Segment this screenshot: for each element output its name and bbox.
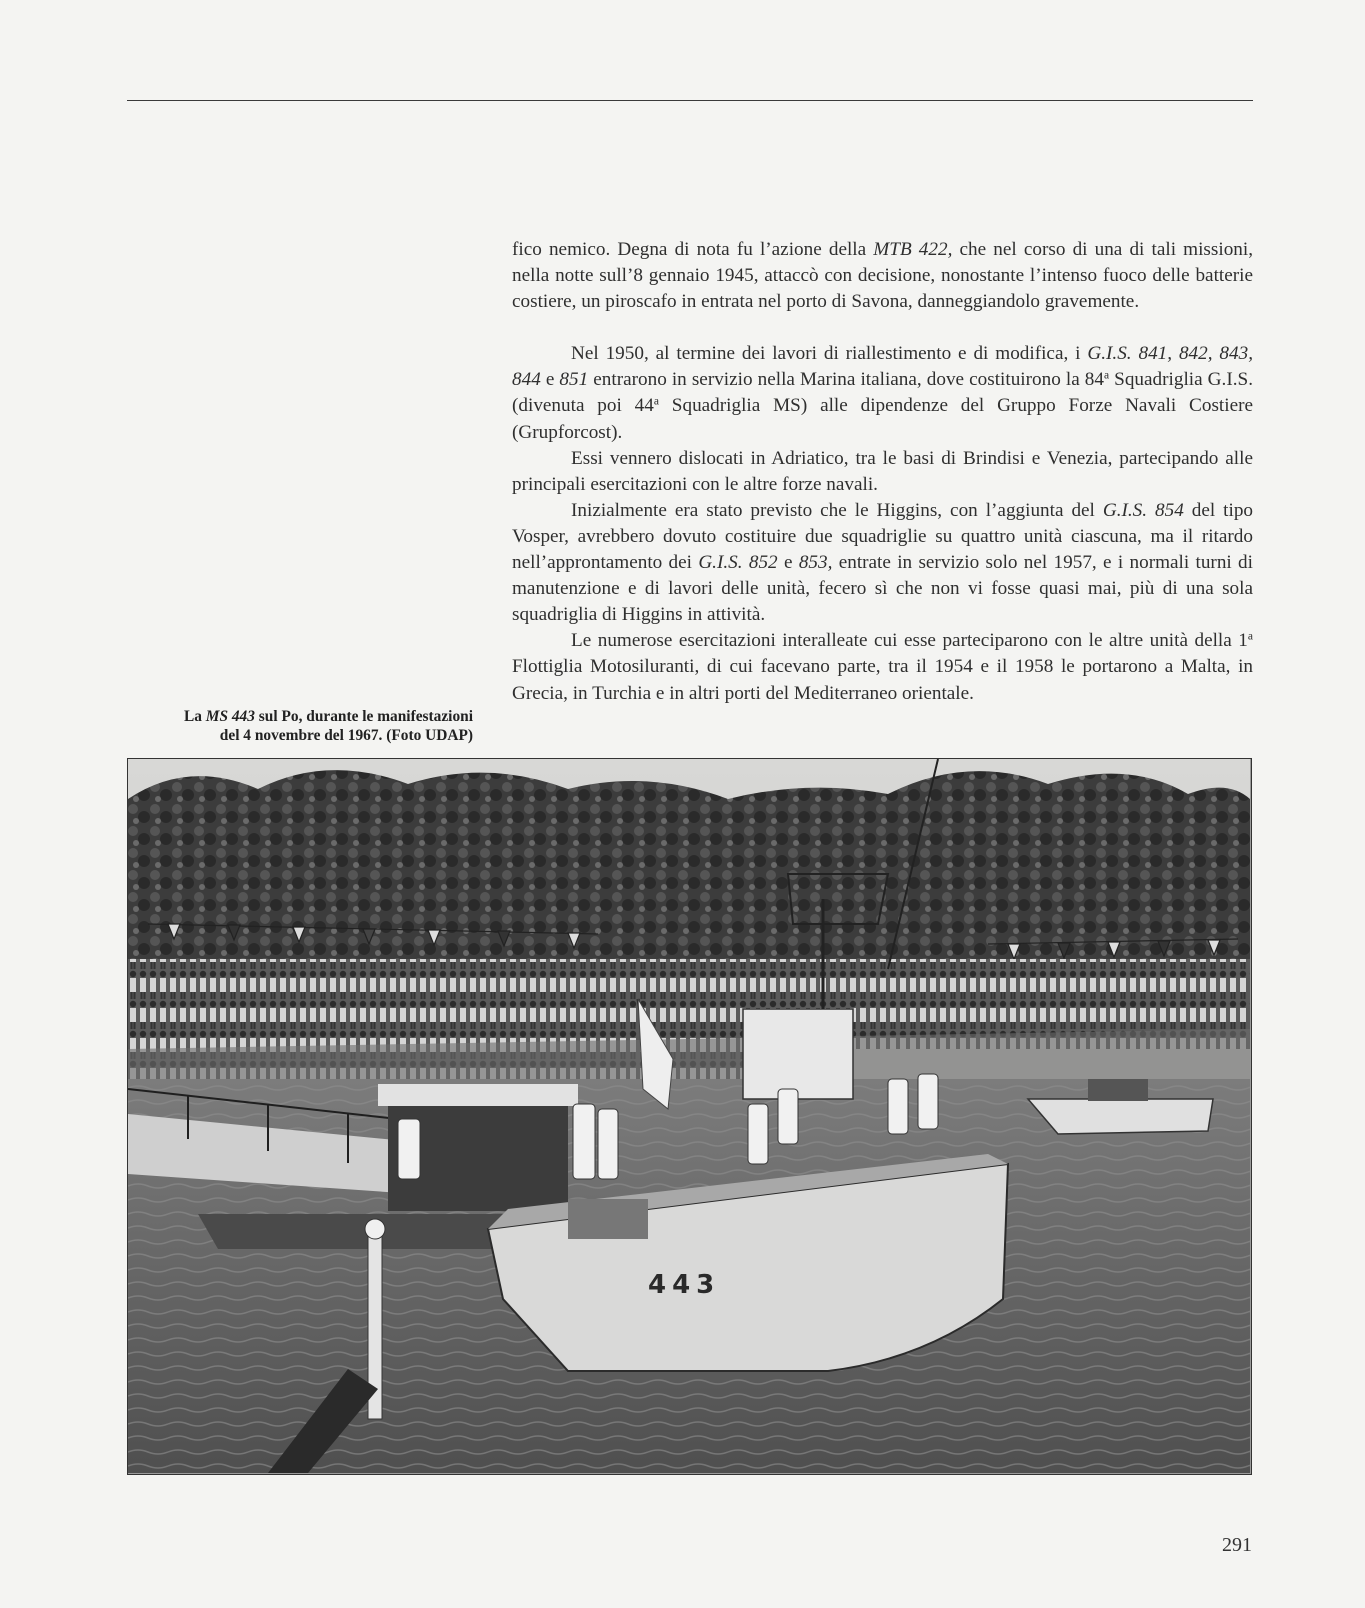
paragraph-5: Le numerose esercitazioni interalleate cui esse parteciparono con le altre unità della 1$^a$ Flottiglia Motosiluranti, di cui facevano parte, tra il 1954 e il 1958 le portarono a Malta, in Grecia, in Turchia e in altri porti del Mediterraneo orientale. (512, 630, 1253, 704)
caption-line-2: del 4 novembre del 1967. (Foto UDAP) (219, 727, 473, 744)
photo-pontoon-roof (378, 1084, 578, 1106)
boat-photo (127, 758, 1252, 1475)
paragraph-4: Inizialmente era stato previsto che le Higgins, con l’aggiunta del G.I.S. 854 del tipo Vosper, avrebbero dovuto costituire due squadriglie su quattro unità ciascuna, ma il ritardo nell’approntamento dei G.I.S. 852 e 853, entrate in servizio solo nel 1957, e i normali turni di manutenzione e di lavori delle unità, fecero sì che non vi fosse quasi mai, più di una sola squadriglia di Higgins in attività. (512, 499, 1254, 626)
photo-motorboat-windshield (1088, 1079, 1148, 1101)
body-text (512, 237, 1253, 707)
mtb-422: MTB 422, (873, 239, 953, 260)
photo-hull-number: 443 (648, 1270, 721, 1300)
caption-line-1: La MS 443 sul Po, durante le manifestazioni (183, 708, 473, 725)
photo-boat-bridge (743, 1009, 853, 1099)
photo-caption (128, 707, 473, 745)
paragraph-2: Nel 1950, al termine dei lavori di riallestimento e di modifica, i G.I.S. 841, 842, 843, 844 e 851 entrarono in servizio nella Marina italiana, dove costituirono la 84$^a$ Squadriglia G.I.S. (divenuta poi 44$^a$ Squadriglia MS) alle dipendenze del Gruppo Forze Navali Costiere (Grupforcost). (512, 343, 1254, 443)
paragraph-3: Essi vennero dislocati in Adriatico, tra le basi di Brindisi e Venezia, partecipando alle principali esercitazioni con le altre forze navali. (512, 447, 1253, 495)
photo-motorboat (1028, 1099, 1213, 1134)
page-number: 291 (1222, 1534, 1252, 1556)
paragraph-1: fico nemico. Degna di nota fu l’azione della MTB 422, che nel corso di una di tali missioni, nella notte sull’8 gennaio 1945, attaccò con decisione, nonostante l’intenso fuoco delle batterie costiere, un piroscafo in entrata nel porto di Savona, danneggiandolo gravemente. (512, 239, 1254, 313)
header-rule (127, 100, 1253, 101)
photo-boat-turret (568, 1199, 648, 1239)
